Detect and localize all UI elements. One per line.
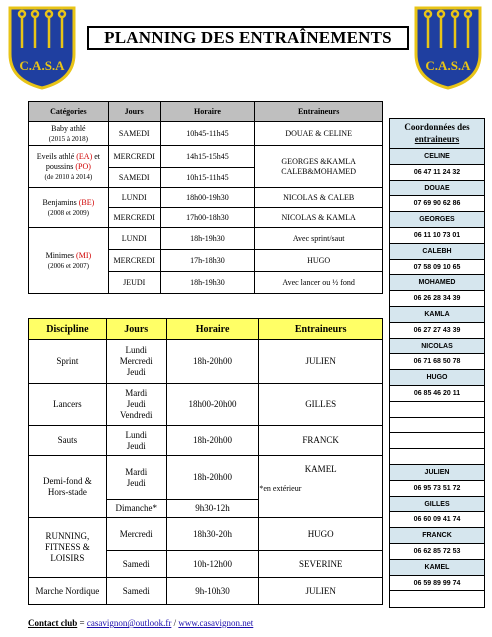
day-cell: MERCREDI (108, 146, 160, 168)
coach-name: KAMLA (390, 307, 484, 323)
col-header-jours: Jours (106, 319, 166, 340)
time-cell: 17h00-18h30 (160, 208, 255, 228)
empty-row (390, 433, 484, 449)
category-name: Baby athlé (51, 123, 86, 133)
contact-label: Contact club (28, 618, 78, 628)
day-cell: MERCREDI (108, 250, 160, 272)
time-cell: 10h-12h00 (166, 551, 259, 578)
table-header-row (29, 102, 383, 122)
discipline-cell: Marche Nordique (29, 578, 107, 605)
coach-phone: 06 47 11 24 32 (390, 165, 484, 181)
logo-text: C.A.S.A (425, 58, 471, 73)
table-row (29, 146, 383, 168)
table-row (29, 456, 383, 500)
col-header-categories: Catégories (29, 102, 109, 122)
discipline-cell: Demi-fond & Hors-stade (29, 456, 107, 518)
coach-phone: 07 69 90 62 86 (390, 196, 484, 212)
time-cell: 18h-20h00 (166, 426, 259, 456)
coach-phone: 06 62 85 72 53 (390, 544, 484, 560)
coach-name: CALEBH (390, 244, 484, 260)
coach-name: JULIEN (390, 465, 484, 481)
coach-name: GEORGES (390, 212, 484, 228)
time-cell: 18h-20h00 (166, 456, 259, 500)
coach-cell: FRANCK (259, 426, 383, 456)
day-cell: SAMEDI (108, 168, 160, 188)
day-cell: Mardi Jeudi (106, 456, 166, 500)
time-cell: 18h-20h00 (166, 340, 259, 384)
category-tag: (EA) (76, 151, 93, 161)
coach-cell: Avec lancer ou ½ fond (255, 272, 383, 294)
coach-cell: KAMEL *en extérieur (259, 456, 383, 518)
coach-phone: 06 60 09 41 74 (390, 512, 484, 528)
coach-cell: NICOLAS & KAMLA (255, 208, 383, 228)
category-cell (29, 228, 109, 294)
col-header-discipline: Discipline (29, 319, 107, 340)
time-cell: 18h00-19h30 (160, 188, 255, 208)
discipline-cell: Lancers (29, 384, 107, 426)
coach-cell: HUGO (255, 250, 383, 272)
table-row (29, 518, 383, 551)
club-logo-right (412, 4, 484, 90)
coach-cell: JULIEN (259, 340, 383, 384)
table-row (29, 340, 383, 384)
time-cell: 9h-10h30 (166, 578, 259, 605)
category-tag: (PO) (75, 161, 91, 171)
empty-row (390, 591, 484, 607)
day-cell: Dimanche* (106, 500, 166, 518)
day-cell: SAMEDI (108, 122, 160, 146)
table-row (29, 122, 383, 146)
time-cell: 10h45-11h45 (160, 122, 255, 146)
empty-row (390, 402, 484, 418)
category-name: Benjamins (42, 197, 79, 207)
category-years: (2015 à 2018) (48, 134, 89, 143)
coach-phone: 06 59 89 99 74 (390, 576, 484, 592)
day-cell: LUNDI (108, 188, 160, 208)
day-cell: JEUDI (108, 272, 160, 294)
coach-phone: 06 11 10 73 01 (390, 228, 484, 244)
disciplines-table (28, 318, 383, 605)
category-years: (2006 et 2007) (47, 261, 89, 270)
coach-cell: DOUAE & CELINE (255, 122, 383, 146)
coach-name: MOHAMED (390, 275, 484, 291)
category-years: (2008 et 2009) (47, 208, 89, 217)
time-cell: 17h-18h30 (160, 250, 255, 272)
coach-cell: GEORGES &KAMLA CALEB&MOHAMED (255, 146, 383, 188)
coach-name: FRANCK (390, 528, 484, 544)
coach-name: CELINE (390, 149, 484, 165)
coach-name: NICOLAS (390, 339, 484, 355)
website-link[interactable]: www.casavignon.net (178, 618, 254, 628)
category-cell: Eveils athlé (EA) et poussins (PO) (de 2010 à 2014) (29, 146, 109, 188)
coach-cell: Avec sprint/saut (255, 228, 383, 250)
category-tag: (BE) (78, 197, 95, 207)
col-header-horaire: Horaire (166, 319, 259, 340)
table-header-row (29, 319, 383, 340)
day-cell: Mercredi (106, 518, 166, 551)
day-cell: Samedi (106, 578, 166, 605)
club-logo-left (6, 4, 78, 90)
time-cell: 10h15-11h45 (160, 168, 255, 188)
category-cell (29, 188, 109, 228)
coach-phone: 06 26 28 34 39 (390, 291, 484, 307)
coach-cell: GILLES (259, 384, 383, 426)
time-cell: 18h-19h30 (160, 272, 255, 294)
coach-cell: NICOLAS & CALEB (255, 188, 383, 208)
empty-row (390, 418, 484, 434)
day-cell: Lundi Jeudi (106, 426, 166, 456)
category-cell (29, 122, 109, 146)
category-years: (de 2010 à 2014) (44, 172, 93, 181)
coach-name: HUGO (390, 370, 484, 386)
day-cell: MERCREDI (108, 208, 160, 228)
col-header-entraineurs: Entraineurs (255, 102, 383, 122)
col-header-entraineurs: Entraineurs (259, 319, 383, 340)
table-row (29, 578, 383, 605)
time-cell: 14h15-15h45 (160, 146, 255, 168)
col-header-jours: Jours (108, 102, 160, 122)
coach-name: GILLES (390, 497, 484, 513)
discipline-cell: Sprint (29, 340, 107, 384)
coach-phone: 06 95 73 51 72 (390, 481, 484, 497)
coach-cell: SEVERINE (259, 551, 383, 578)
category-tag: (MI) (76, 250, 92, 260)
time-cell: 18h-19h30 (160, 228, 255, 250)
club-contact: Contact club = casavignon@outlook.fr / www.casavignon.net (28, 618, 254, 628)
day-cell: Mardi Jeudi Vendredi (106, 384, 166, 426)
categories-table (28, 101, 383, 294)
table-row (29, 384, 383, 426)
table-row (29, 228, 383, 250)
discipline-cell: RUNNING, FITNESS & LOISIRS (29, 518, 107, 578)
coach-phone: 06 27 27 43 39 (390, 323, 484, 339)
col-header-horaire: Horaire (160, 102, 255, 122)
day-cell: Samedi (106, 551, 166, 578)
discipline-cell: Sauts (29, 426, 107, 456)
email-link[interactable]: casavignon@outlook.fr (86, 618, 172, 628)
coach-phone: 06 71 68 50 78 (390, 354, 484, 370)
category-name: Minimes (45, 250, 77, 260)
note-text: *en extérieur (259, 484, 302, 493)
empty-row (390, 449, 484, 465)
coach-contacts-panel (389, 118, 485, 608)
coach-name: KAMEL (390, 560, 484, 576)
table-row (29, 426, 383, 456)
contacts-header: Coordonnées des entraineurs (390, 119, 484, 149)
category-name: Eveils athlé (36, 151, 77, 161)
coach-phone: 06 85 46 20 11 (390, 386, 484, 402)
logo-text: C.A.S.A (19, 58, 65, 73)
time-cell: 18h30-20h (166, 518, 259, 551)
day-cell: Lundi Mercredi Jeudi (106, 340, 166, 384)
day-cell: LUNDI (108, 228, 160, 250)
time-cell: 9h30-12h (166, 500, 259, 518)
coach-cell: JULIEN (259, 578, 383, 605)
time-cell: 18h00-20h00 (166, 384, 259, 426)
coach-name: DOUAE (390, 181, 484, 197)
coach-phone: 07 58 09 10 65 (390, 260, 484, 276)
page-title: PLANNING DES ENTRAÎNEMENTS (87, 26, 409, 50)
table-row (29, 188, 383, 208)
coach-cell: HUGO (259, 518, 383, 551)
